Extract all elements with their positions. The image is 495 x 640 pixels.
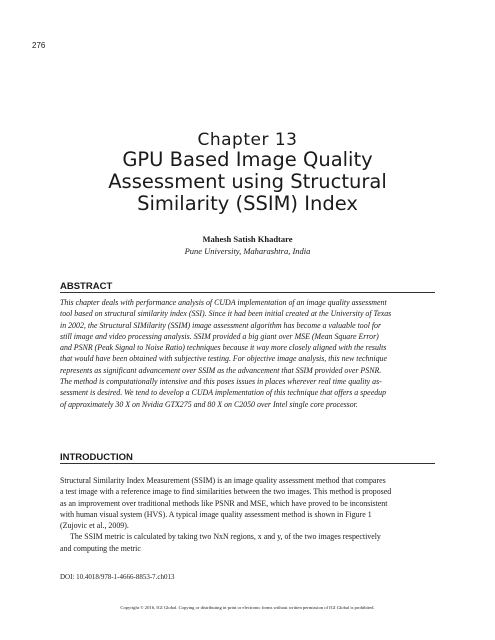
intro-line: a test image with a reference image to find similarities between the two images. This method is proposed (60, 487, 392, 497)
chapter-label: Chapter 13 (197, 130, 298, 150)
chapter-title-line: GPU Based Image Quality (122, 148, 373, 171)
chapter-title-line: Assessment using Structural (108, 170, 387, 193)
intro-line: and computing the metric (60, 543, 141, 553)
author-name: Mahesh Satish Khadtare (202, 234, 293, 244)
intro-line: The SSIM metric is calculated by taking two NxN regions, x and y, of the two images respectively (70, 532, 381, 542)
author-affiliation: Pune University, Maharashtra, India (184, 246, 311, 256)
abstract-line: sessment is desired. We tend to develop a CUDA implementation of this technique that offers a speedup (60, 388, 387, 398)
chapter-title-line: Similarity (SSIM) Index (137, 192, 358, 215)
intro-line: with human visual system (HVS). A typical image quality assessment method is shown in Figure 1 (60, 509, 372, 519)
intro-line: (Zujovic et al., 2009). (60, 521, 129, 531)
abstract-line: The method is computationally intensive and this poses issues in places wherever real time quality as- (60, 377, 382, 387)
doi-line: DOI: 10.4018/978-1-4666-8853-7.ch013 (60, 573, 175, 581)
abstract-line: tool based on structural similarity index (SSI). Since it had been initial created at the University of Texas (60, 309, 392, 319)
abstract-line: that would have been obtained with subjective testing. For objective image analysis, this new technique (60, 354, 387, 364)
abstract-line: This chapter deals with performance analysis of CUDA implementation of an image quality assessment (60, 298, 387, 307)
abstract-line: in 2002, the Structural SIMilarity (SSIM) image assessment algorithm has become a valuable tool for (60, 320, 382, 330)
abstract-heading: ABSTRACT (60, 281, 113, 292)
abstract-line: still image and video processing analysis. SSIM provided a big giant over MSE (Mean Square Error) (60, 331, 379, 341)
abstract-body (60, 297, 440, 410)
page-number: 276 (32, 41, 46, 50)
introduction-rule (60, 463, 435, 464)
abstract-line: and PSNR (Peak Signal to Noise Ratio) techniques because it way more closely aligned with the results (60, 343, 387, 353)
chapter-title (40, 149, 455, 215)
introduction-body (60, 475, 440, 554)
introduction-heading: INTRODUCTION (60, 452, 133, 463)
abstract-line: of approximately 30 X on Nvidia GTX275 and 80 X on C2050 over Intel single core processor. (60, 399, 358, 409)
abstract-rule (60, 292, 435, 293)
abstract-line: represents as significant advancement over SSIM as the advancement that SSIM provided over PSNR. (60, 365, 382, 375)
intro-line: as an improvement over traditional methods like PSNR and MSE, which have proved to be inconsistent (60, 498, 388, 508)
copyright-notice: Copyright © 2016, IGI Global. Copying or distributing in print or electronic forms without written permission of IGI Global is prohibited. (120, 605, 375, 610)
intro-line: Structural Similarity Index Measurement (SSIM) is an image quality assessment method that compares (60, 476, 386, 485)
